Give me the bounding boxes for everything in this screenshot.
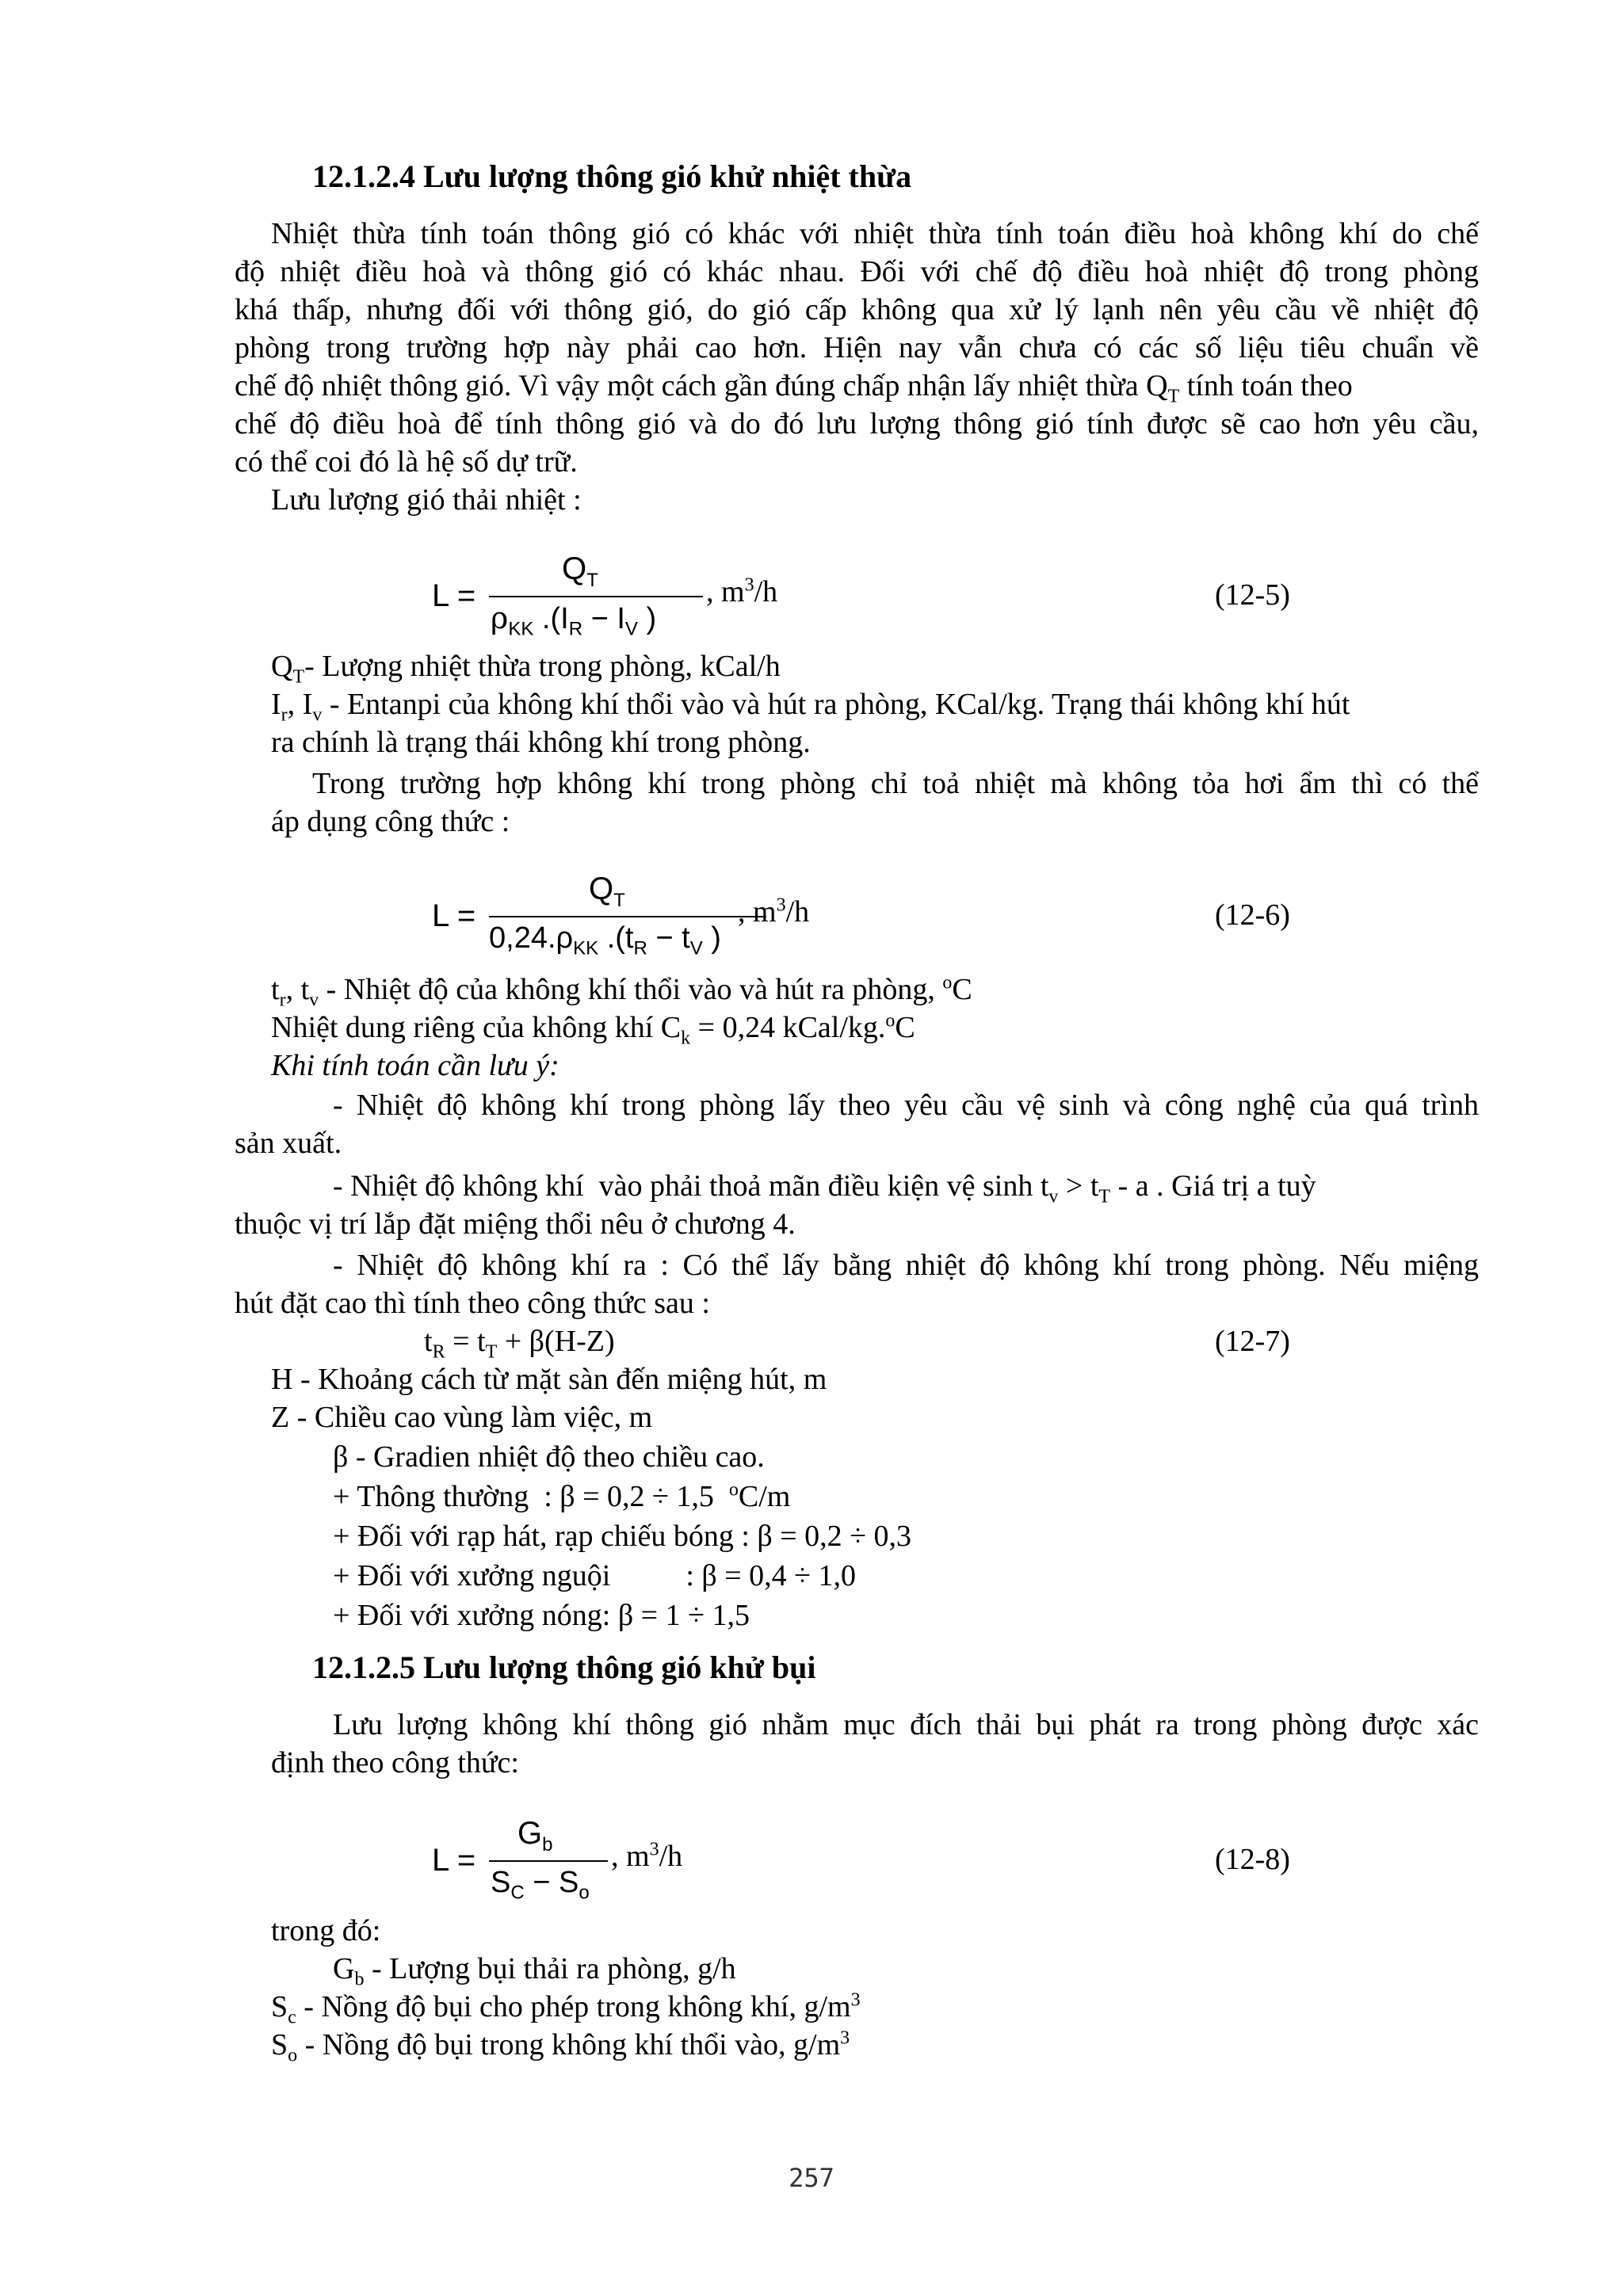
paragraph-line: áp dụng công thức : — [271, 805, 510, 838]
equation-numerator: $G_b$ — [517, 1816, 553, 1855]
section-heading: 12.1.2.4 Lưu lượng thông gió khử nhiệt thừa — [312, 158, 912, 194]
equation-numerator: $Q_T$ — [562, 551, 598, 591]
note-line: - Nhiệt độ không khí vào phải thoả mãn điều kiện vệ $\sinh t_v > t_T - a$ . Giá trị a tuỳ — [333, 1169, 1316, 1207]
section-heading: 12.1.2.5 Lưu lượng thông gió khử bụi — [312, 1650, 816, 1685]
paragraph-line — [235, 368, 1479, 407]
text-span: chế độ nhiệt thông gió. Vì vậy một cách gần đúng chấp nhận lấy nhiệt thừa $Q_T$ tính toán theo — [235, 369, 1353, 407]
note-line: - Nhiệt độ không khí ra : Có thể lấy bằng nhiệt độ không khí trong phòng. Nếu miệng — [333, 1249, 1479, 1282]
definition-line: $I_r$, $I_v$ - Entanpi của không khí thổi vào và hút ra phòng, KCal/kg. Trạng thái không khí hút — [271, 688, 1350, 726]
equation-unit: , $m^3/h$ — [706, 574, 778, 608]
definition-intro: trong đó: — [271, 1914, 381, 1947]
paragraph-line: phòng trong trường hợp này phải cao hơn. Hiện nay vẫn chưa có các số liệu tiêu chuẩn về — [235, 331, 1479, 364]
paragraph-line: có thể coi đó là hệ số dự trữ. — [235, 445, 578, 479]
definition-line: $t_r$, $t_v$ - Nhiệt độ của không khí thổi vào và hút ra phòng, $^o$C — [271, 972, 972, 1011]
equation-lhs: L = — [432, 898, 476, 933]
equation-denominator: $\rho_{KK}$ $.(I_R - I_V$ ) — [491, 601, 657, 640]
definition-line: H - Khoảng cách từ mặt sàn đến miệng hút, m — [271, 1363, 827, 1396]
equation-number: (12-6) — [1215, 898, 1290, 932]
note-line: thuộc vị trí lắp đặt miệng thổi nêu ở chương 4. — [235, 1207, 796, 1241]
fraction-bar — [489, 1860, 608, 1862]
equation-12-5 — [432, 551, 789, 646]
paragraph-line: khá thấp, nhưng đối với thông gió, do gió cấp không qua xử lý lạnh nên yêu cầu về nhiệt độ — [235, 293, 1479, 326]
equation-number: (12-8) — [1215, 1843, 1290, 1876]
note-line: hút đặt cao thì tính theo công thức sau : — [235, 1287, 710, 1320]
paragraph-line: Lưu lượng không khí thông gió nhằm mục đích thải bụi phát ra trong phòng được xác — [333, 1708, 1479, 1741]
fraction-bar — [489, 916, 766, 917]
equation-12-6 — [432, 871, 844, 967]
equation-number: (12-7) — [1215, 1325, 1290, 1358]
equation-denominator: $0,24.\rho_{KK}$ $.(t_R - t_V$ ) — [489, 921, 721, 959]
equation-number: (12-5) — [1215, 578, 1290, 612]
equation-intro: Lưu lượng gió thải nhiệt : — [271, 483, 582, 517]
beta-line: + Đối với xưởng nguội : β = 0,4 ÷ 1,0 — [333, 1559, 857, 1592]
definition-line: $G_b$ - Lượng bụi thải ra phòng, g/h — [333, 1952, 736, 1990]
page-number: 257 — [789, 2163, 834, 2193]
beta-line: + Đối với xưởng nóng: β = 1 ÷ 1,5 — [333, 1599, 750, 1632]
paragraph-line: Trong trường hợp không khí trong phòng chỉ toả nhiệt mà không tỏa hơi ẩm thì có thể — [312, 767, 1479, 800]
definition-line: $S_o$ - Nồng độ bụi trong không khí thổi vào, $g/m^3$ — [271, 2027, 850, 2066]
definition-line: $Q_T-$ Lượng nhiệt thừa trong phòng, kCal/h — [271, 650, 781, 688]
equation-12-7: $t_R = t_T + \beta(H-Z)$ — [424, 1325, 615, 1363]
beta-line: + Đối với rạp hát, rạp chiếu bóng : β = 0,2 ÷ 0,3 — [333, 1520, 912, 1553]
paragraph-line: chế độ điều hoà để tính thông gió và do đó lưu lượng thông gió tính được sẽ cao hơn yêu cầu, — [235, 407, 1479, 441]
equation-12-8 — [432, 1816, 749, 1911]
note-title: Khi tính toán cần lưu ý: — [271, 1049, 559, 1082]
paragraph-line: độ nhiệt điều hoà và thông gió có khác nhau. Đối với chế độ điều hoà nhiệt độ trong phòng — [235, 255, 1479, 288]
equation-lhs: L = — [432, 1843, 476, 1878]
beta-title: β - Gradien nhiệt độ theo chiều cao. — [333, 1440, 765, 1474]
definition-line: ra chính là trạng thái không khí trong phòng. — [271, 726, 811, 759]
paragraph-line: định theo công thức: — [271, 1746, 519, 1779]
equation-unit: , $m^3/h$ — [738, 894, 810, 929]
note-line: - Nhiệt độ không khí trong phòng lấy theo yêu cầu vệ sinh và công nghệ của quá trình — [333, 1089, 1479, 1122]
equation-numerator: $Q_T$ — [589, 871, 625, 911]
fraction-bar — [489, 596, 703, 597]
equation-lhs: L = — [432, 578, 476, 613]
paragraph-line: Nhiệt thừa tính toán thông gió có khác với nhiệt thừa tính toán điều hoà không khí do chế — [271, 217, 1479, 250]
definition-line: Nhiệt dung riêng của không khí $C_k = 0,24$ kCal/kg.$^o$C — [271, 1010, 915, 1049]
beta-line: + Thông thường : β = 0,2 ÷ 1,5 $^o$C/m — [333, 1479, 791, 1513]
equation-denominator: $S_C - S_o$ — [491, 1866, 590, 1904]
definition-line: $S_c$ - Nồng độ bụi cho phép trong không khí, $g/m^3$ — [271, 1989, 861, 2028]
note-line: sản xuất. — [235, 1127, 342, 1160]
definition-line: Z - Chiều cao vùng làm việc, m — [271, 1401, 653, 1434]
equation-unit: , $m^3/h$ — [611, 1839, 683, 1873]
